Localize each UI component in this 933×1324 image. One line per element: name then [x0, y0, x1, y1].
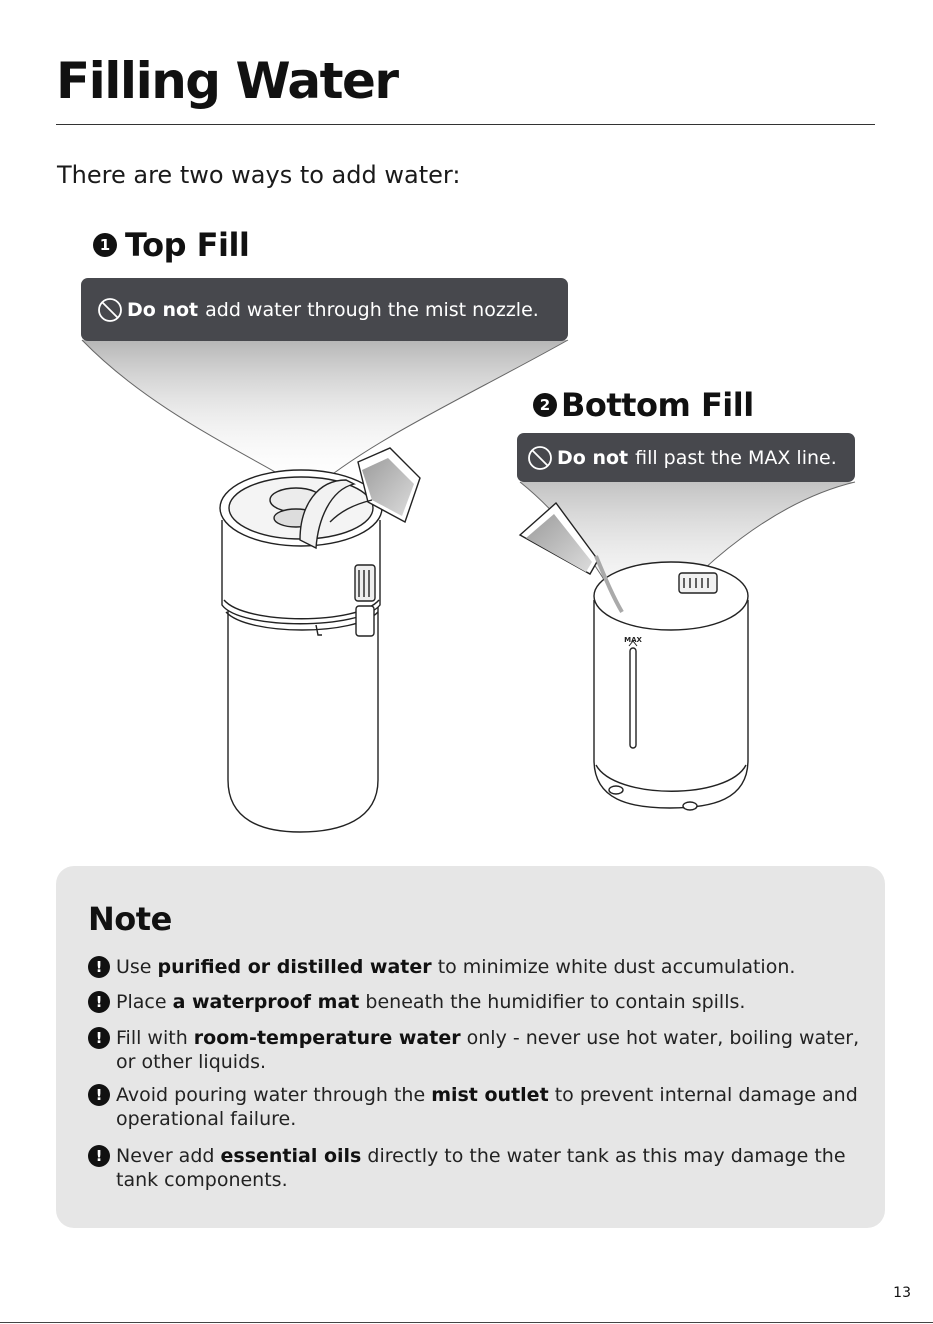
step-2-badge: 2: [533, 393, 557, 417]
note-item: ! Use purified or distilled water to minimize white dust accumulation.: [88, 955, 878, 979]
top-fill-warning-bold: Do not: [127, 298, 199, 321]
bottom-fill-warning-text: fill past the MAX line.: [635, 446, 837, 469]
top-fill-heading: [93, 226, 249, 264]
top-fill-warning-text: add water through the mist nozzle.: [205, 298, 539, 321]
note-item: ! Never add essential oils directly to the water tank as this may damage the tank components.: [88, 1144, 878, 1192]
bottom-fill-heading-text: Bottom Fill: [561, 386, 754, 424]
no-entry-icon: [97, 297, 123, 323]
top-fill-warning: [81, 278, 568, 341]
bottom-fill-heading: [533, 386, 754, 424]
note-item: ! Avoid pouring water through the mist outlet to prevent internal damage and operational failure.: [88, 1083, 878, 1131]
bottom-divider: [0, 1322, 933, 1323]
bottom-fill-warning-bold: Do not: [557, 446, 629, 469]
note-title: Note: [88, 900, 172, 938]
page-number: 13: [893, 1285, 911, 1301]
top-fill-spotlight: [82, 340, 568, 492]
top-fill-humidifier: [220, 470, 382, 832]
intro-text: There are two ways to add water:: [57, 161, 461, 189]
page-title: Filling Water: [56, 52, 398, 110]
top-fill-heading-text: Top Fill: [125, 226, 250, 264]
max-line-label: MAX: [624, 636, 642, 644]
step-1-badge: 1: [93, 233, 117, 257]
exclamation-icon: !: [88, 991, 110, 1013]
note-item: ! Fill with room-temperature water only - never use hot water, boiling water, or other liquids.: [88, 1026, 878, 1074]
exclamation-icon: !: [88, 1145, 110, 1167]
exclamation-icon: !: [88, 956, 110, 978]
exclamation-icon: !: [88, 1027, 110, 1049]
note-item: ! Place a waterproof mat beneath the humidifier to contain spills.: [88, 990, 878, 1014]
no-entry-icon: [527, 445, 553, 471]
bottom-fill-warning: [517, 433, 855, 482]
exclamation-icon: !: [88, 1084, 110, 1106]
